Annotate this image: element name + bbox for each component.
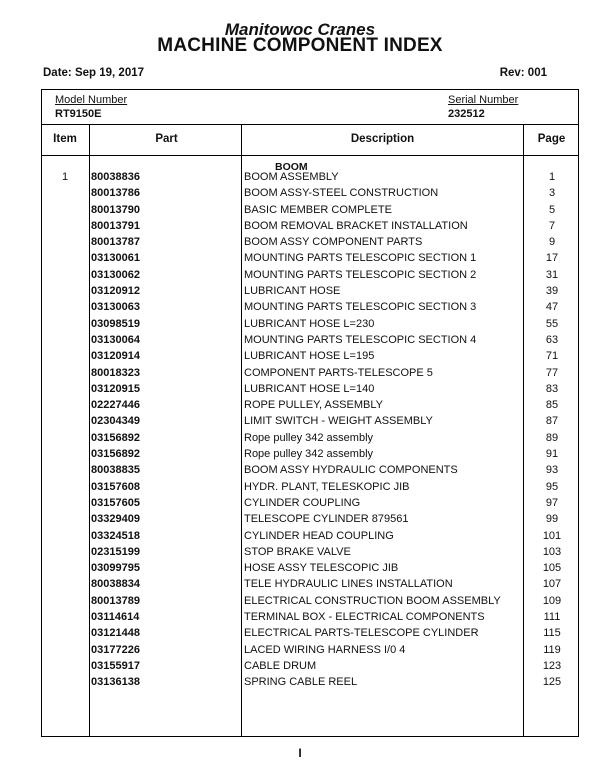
part-description: Rope pulley 342 assembly: [244, 431, 374, 444]
page-reference: 125: [542, 676, 562, 689]
column-header-description: Description: [350, 133, 415, 145]
table-row: [41, 414, 579, 430]
part-number: 80013787: [91, 236, 140, 249]
table-row: [41, 529, 579, 545]
part-number: 80013791: [91, 219, 140, 232]
page-reference: 119: [543, 643, 561, 656]
part-description: LUBRICANT HOSE L=140: [244, 382, 375, 395]
brand-name: Manitowoc Cranes: [224, 20, 376, 39]
section-title: BOOM: [275, 161, 308, 173]
page-reference: 105: [542, 562, 562, 575]
part-description: MOUNTING PARTS TELESCOPIC SECTION 2: [244, 268, 477, 281]
table-row: [41, 366, 579, 382]
part-description: ROPE PULLEY, ASSEMBLY: [244, 399, 383, 412]
table-row: [41, 170, 579, 186]
part-description: MOUNTING PARTS TELESCOPIC SECTION 3: [244, 301, 477, 314]
page-reference: 97: [545, 496, 559, 509]
part-number: 80013789: [91, 594, 140, 607]
page-number: I: [298, 746, 302, 760]
part-number: 03324518: [91, 529, 140, 542]
part-description: STOP BRAKE VALVE: [244, 545, 351, 558]
part-description: LACED WIRING HARNESS I/0 4: [244, 643, 406, 656]
serial-number-label: Serial Number: [448, 94, 519, 106]
page-reference: 111: [543, 611, 561, 624]
table-row: [41, 447, 579, 463]
column-header-part: Part: [155, 133, 178, 145]
page-reference: 85: [545, 399, 559, 412]
part-description: Rope pulley 342 assembly: [244, 448, 374, 461]
part-description: BOOM ASSY COMPONENT PARTS: [244, 236, 423, 249]
page-reference: 7: [548, 219, 556, 232]
part-number: 80013786: [91, 187, 140, 200]
column-header-page: Page: [537, 133, 566, 145]
table-row: [41, 382, 579, 398]
part-description: ELECTRICAL PARTS-TELESCOPE CYLINDER: [244, 627, 479, 640]
page-reference: 89: [545, 431, 559, 444]
page-reference: 83: [545, 382, 559, 395]
page-reference: 1: [548, 171, 556, 183]
table-row: [41, 317, 579, 333]
part-number: 02304349: [91, 415, 140, 428]
table-row: [41, 480, 579, 496]
part-number: 03099795: [91, 562, 140, 575]
part-description: TELE HYDRAULIC LINES INSTALLATION: [244, 578, 453, 591]
part-number: 03120912: [91, 285, 140, 298]
table-row: [41, 203, 579, 219]
part-number: 03120914: [91, 350, 140, 363]
table-row: [41, 659, 579, 675]
table-row: [41, 561, 579, 577]
table-row: [41, 284, 579, 300]
part-number: 03130063: [91, 301, 140, 314]
table-row: [41, 594, 579, 610]
part-number: 03121448: [91, 627, 140, 640]
table-row: [41, 431, 579, 447]
part-description: HOSE ASSY TELESCOPIC JIB: [244, 562, 399, 575]
part-description: CYLINDER COUPLING: [244, 496, 361, 509]
page-reference: 77: [545, 366, 559, 379]
page-reference: 5: [548, 203, 556, 216]
part-description: CABLE DRUM: [244, 659, 317, 672]
model-number-value: RT9150E: [55, 108, 102, 120]
part-description: LUBRICANT HOSE: [244, 285, 341, 298]
table-row: [41, 333, 579, 349]
table-row: [41, 251, 579, 267]
part-number: 80038834: [91, 578, 140, 591]
table-row: [41, 268, 579, 284]
table-row: [41, 626, 579, 642]
page-reference: 87: [545, 415, 559, 428]
serial-number-value: 232512: [448, 108, 485, 120]
part-description: CYLINDER HEAD COUPLING: [244, 529, 394, 542]
part-number: 80013790: [91, 203, 140, 216]
table-header: [41, 124, 579, 156]
part-number: 03136138: [91, 676, 140, 689]
part-number: 02227446: [91, 399, 140, 412]
part-number: 80018323: [91, 366, 140, 379]
part-description: ELECTRICAL CONSTRUCTION BOOM ASSEMBLY: [244, 594, 501, 607]
page-reference: 101: [542, 529, 562, 542]
part-number: 02315199: [91, 545, 140, 558]
page-reference: 99: [545, 513, 559, 526]
page-reference: 63: [545, 333, 559, 346]
document-date: Date: Sep 19, 2017: [43, 67, 145, 79]
page-reference: 123: [542, 659, 562, 672]
table-row: [41, 186, 579, 202]
part-number: 03155917: [91, 659, 140, 672]
part-number: 03177226: [91, 643, 140, 656]
part-description: MOUNTING PARTS TELESCOPIC SECTION 4: [244, 333, 477, 346]
page-reference: 9: [548, 236, 556, 249]
item-number: 1: [61, 171, 69, 183]
table-row: [41, 349, 579, 365]
table-row: [41, 545, 579, 561]
page-reference: 17: [545, 252, 559, 265]
page-reference: 55: [545, 317, 559, 330]
part-number: 03329409: [91, 513, 140, 526]
table-row: [41, 496, 579, 512]
part-description: LIMIT SWITCH - WEIGHT ASSEMBLY: [244, 415, 433, 428]
page-reference: 95: [545, 480, 559, 493]
table-row: [41, 398, 579, 414]
part-description: MOUNTING PARTS TELESCOPIC SECTION 1: [244, 252, 477, 265]
part-number: 03130062: [91, 268, 140, 281]
model-number-label: Model Number: [55, 94, 128, 106]
page-reference: 91: [545, 448, 559, 461]
part-number: 80038836: [91, 171, 140, 183]
part-number: 03157608: [91, 480, 140, 493]
part-number: 03156892: [91, 448, 140, 461]
table-row: [41, 577, 579, 593]
table-row: [41, 643, 579, 659]
part-description: COMPONENT PARTS-TELESCOPE 5: [244, 366, 433, 379]
part-description: BOOM ASSY HYDRAULIC COMPONENTS: [244, 464, 458, 477]
page-reference: 93: [545, 464, 559, 477]
column-header-item: Item: [53, 133, 77, 145]
part-description: HYDR. PLANT, TELESKOPIC JIB: [244, 480, 410, 493]
part-description: LUBRICANT HOSE L=230: [244, 317, 375, 330]
page-reference: 107: [542, 578, 562, 591]
page-reference: 115: [543, 627, 561, 640]
part-description: BOOM REMOVAL BRACKET INSTALLATION: [244, 219, 468, 232]
page-reference: 39: [545, 285, 559, 298]
part-number: 03130061: [91, 252, 140, 265]
part-description: BOOM ASSEMBLY: [244, 171, 339, 183]
table-row: [41, 675, 579, 691]
page-reference: 3: [548, 187, 556, 200]
table-row: [41, 235, 579, 251]
part-description: TERMINAL BOX - ELECTRICAL COMPONENTS: [244, 611, 485, 624]
part-description: BASIC MEMBER COMPLETE: [244, 203, 392, 216]
table-row: [41, 610, 579, 626]
page-reference: 31: [545, 268, 559, 281]
part-number: 03114614: [91, 611, 140, 624]
part-description: TELESCOPE CYLINDER 879561: [244, 513, 409, 526]
page-reference: 103: [542, 545, 562, 558]
part-description: LUBRICANT HOSE L=195: [244, 350, 375, 363]
part-number: 03156892: [91, 431, 140, 444]
table-row: [41, 219, 579, 235]
part-number: 80038835: [91, 464, 140, 477]
table-body: [41, 170, 579, 692]
part-number: 03157605: [91, 496, 140, 509]
page-reference: 109: [542, 594, 562, 607]
table-row: [41, 463, 579, 479]
part-number: 03120915: [91, 382, 140, 395]
page-title: MACHINE COMPONENT INDEX: [157, 35, 443, 56]
part-description: BOOM ASSY-STEEL CONSTRUCTION: [244, 187, 439, 200]
part-number: 03130064: [91, 333, 140, 346]
page-reference: 71: [545, 350, 559, 363]
table-row: [41, 300, 579, 316]
part-number: 03098519: [91, 317, 140, 330]
page-reference: 47: [545, 301, 559, 314]
part-description: SPRING CABLE REEL: [244, 676, 358, 689]
table-row: [41, 512, 579, 528]
revision-number: Rev: 001: [499, 67, 547, 79]
